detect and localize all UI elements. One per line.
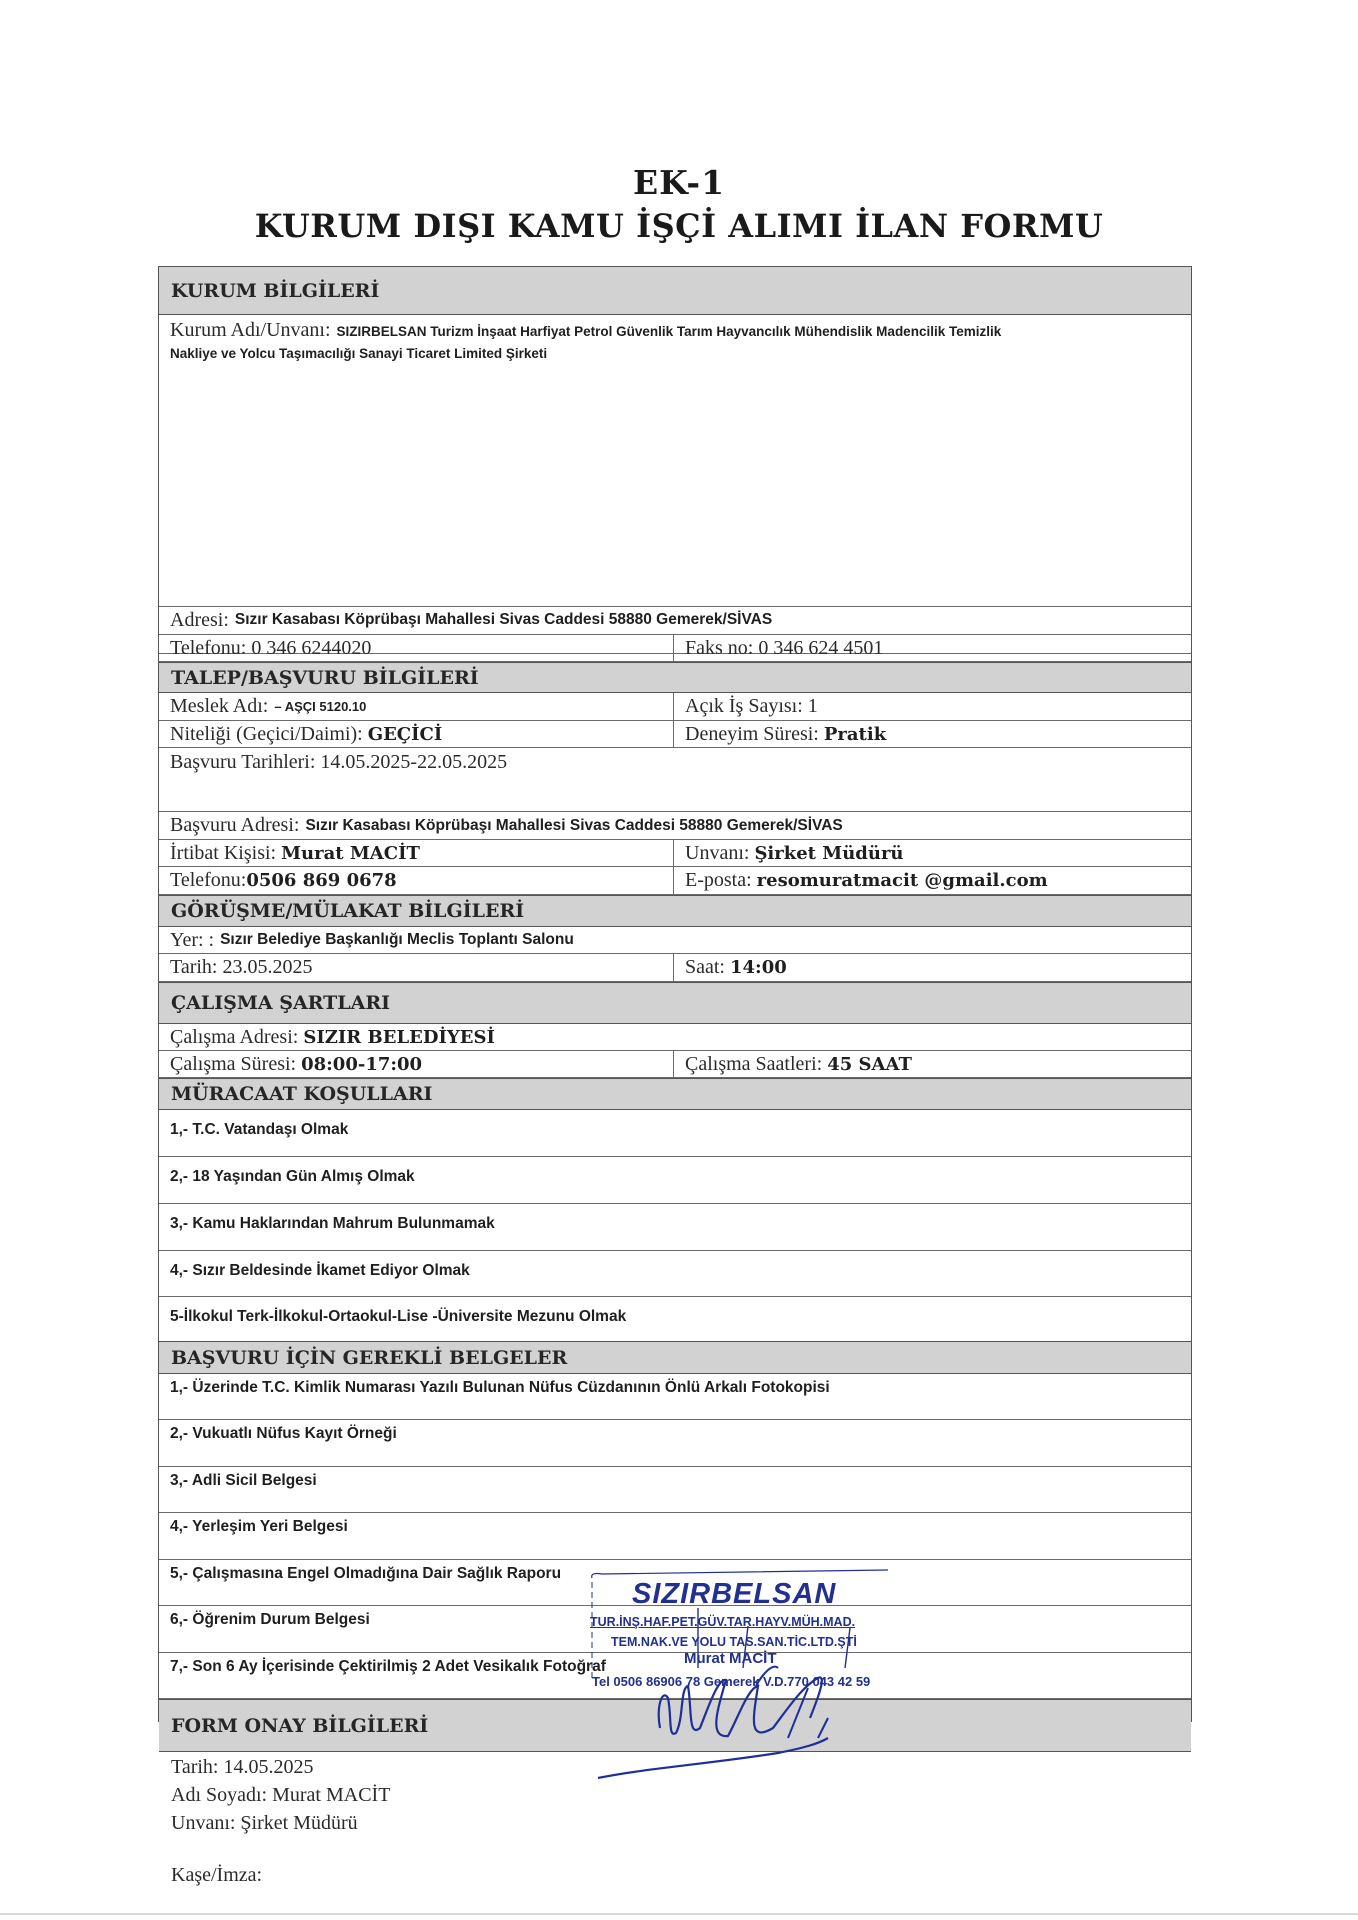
confirm-name: Adı Soyadı: Murat MACİT <box>171 1784 391 1806</box>
work-address-label: Çalışma Adresi: <box>170 1025 299 1048</box>
stamp-company-name: SIZIRBELSAN <box>632 1578 837 1610</box>
document-text: 5,- Çalışmasına Engel Olmadığına Dair Sağlık Raporu <box>170 1565 562 1582</box>
work-duration-label: Çalışma Süresi: <box>170 1052 297 1075</box>
fax-label: Faks no: 0 346 624 4501 <box>685 636 884 659</box>
email-label: E-posta: <box>685 869 752 891</box>
work-duration-value: 08:00-17:00 <box>301 1053 423 1075</box>
section-onay: FORM ONAY BİLGİLERİ <box>159 1699 1191 1752</box>
institution-name-value-cont: Nakliye ve Yolcu Taşımacılığı Sanayi Ticaret Limited Şirketi <box>170 346 548 361</box>
institution-name-label: Kurum Adı/Unvanı: <box>170 319 331 341</box>
occupation-label: Meslek Adı: <box>170 695 269 717</box>
contact-title-label: Unvanı: <box>685 841 750 864</box>
document-text: 6,- Öğrenim Durum Belgesi <box>170 1611 370 1628</box>
document-text: 4,- Yerleşim Yeri Belgesi <box>170 1518 348 1535</box>
condition-item <box>159 1204 1191 1251</box>
document-text: 3,- Adli Sicil Belgesi <box>170 1472 317 1489</box>
phone-fax-row <box>159 635 1191 662</box>
application-dates-row <box>159 748 1191 812</box>
job-posting-form <box>158 266 1192 1886</box>
stamp-line-1: TUR.İNŞ.HAF.PET.GÜV.TAR.HAYV.MÜH.MAD. <box>590 1615 856 1629</box>
phone-label: Telefonu: 0 346 6244020 <box>170 636 372 659</box>
address-label: Adresi: <box>170 608 229 631</box>
condition-item <box>159 1110 1191 1157</box>
document-text: 1,- Üzerinde T.C. Kimlik Numarası Yazılı Bulunan Nüfus Cüzdanının Önlü Arkalı Fotokopisi <box>170 1379 830 1396</box>
condition-text: 3,- Kamu Haklarından Mahrum Bulunmamak <box>170 1215 495 1232</box>
address-value: Sızır Kasabası Köprübaşı Mahallesi Sivas Caddesi 58880 Gemerek/SİVAS <box>234 611 773 628</box>
confirm-date: Tarih: 14.05.2025 <box>171 1756 314 1778</box>
application-dates-label: Başvuru Tarihleri: 14.05.2025-22.05.2025 <box>170 750 508 773</box>
occupation-row <box>159 693 1191 721</box>
occupation-value: – AŞÇI 5120.10 <box>274 699 367 714</box>
email-value: resomuratmacit @gmail.com <box>756 870 1048 891</box>
form-title: KURUM DIŞI KAMU İŞÇİ ALIMI İLAN FORMU <box>254 207 1104 245</box>
work-hours-value: 45 SAAT <box>827 1053 912 1075</box>
contact-row <box>159 840 1191 867</box>
institution-name-row <box>159 315 1191 654</box>
nature-label: Niteliği (Geçici/Daimi): <box>170 722 363 745</box>
address-row <box>159 606 1191 635</box>
condition-text: 1,- T.C. Vatandaşı Olmak <box>170 1121 349 1138</box>
condition-item <box>159 1297 1191 1341</box>
contact-title-value: Şirket Müdürü <box>754 842 904 864</box>
interview-time-label: Saat: <box>685 956 725 978</box>
contact-phone-value: 0506 869 0678 <box>246 870 397 891</box>
section-belgeler: BAŞVURU İÇİN GEREKLİ BELGELER <box>159 1341 1191 1374</box>
interview-time-value: 14:00 <box>730 957 787 978</box>
experience-label: Deneyim Süresi: <box>685 722 819 745</box>
document-item <box>159 1420 1191 1467</box>
nature-row <box>159 721 1191 748</box>
condition-text: 5-İlkokul Terk-İlkokul-Ortaokul-Lise -Üniversite Mezunu Olmak <box>170 1308 627 1325</box>
document-text: 7,- Son 6 Ay İçerisinde Çektirilmiş 2 Adet Vesikalık Fotoğraf <box>170 1658 606 1675</box>
stamp-signature-label: Kaşe/İmza: <box>171 1864 263 1886</box>
work-duration-row <box>159 1051 1191 1078</box>
document-item <box>159 1374 1191 1420</box>
contact-person-value: Murat MACİT <box>281 842 420 864</box>
application-address-label: Başvuru Adresi: <box>170 814 300 836</box>
contact-person-label: İrtibat Kişisi: <box>170 841 277 864</box>
section-talep: TALEP/BAŞVURU BİLGİLERİ <box>159 662 1191 693</box>
section-gorusme: GÖRÜŞME/MÜLAKAT BİLGİLERİ <box>159 895 1191 927</box>
document-item <box>159 1467 1191 1513</box>
section-kurum: KURUM BİLGİLERİ <box>159 267 1191 315</box>
work-hours-label: Çalışma Saatleri: <box>685 1052 823 1075</box>
condition-item <box>159 1251 1191 1297</box>
document-item <box>159 1513 1191 1560</box>
section-calisma: ÇALIŞMA ŞARTLARI <box>159 982 1191 1024</box>
condition-text: 2,- 18 Yaşından Gün Almış Olmak <box>170 1168 415 1185</box>
condition-text: 4,- Sızır Beldesinde İkamet Ediyor Olmak <box>170 1262 470 1279</box>
stamp-line-3: Murat MACİT <box>684 1650 777 1667</box>
confirm-title: Unvanı: Şirket Müdürü <box>171 1812 358 1834</box>
contact-phone-email-row <box>159 867 1191 895</box>
form-code: EK-1 <box>632 163 726 202</box>
experience-value: Pratik <box>823 723 887 745</box>
interview-date-row <box>159 954 1191 982</box>
document-text: 2,- Vukuatlı Nüfus Kayıt Örneği <box>170 1425 397 1442</box>
interview-place-row <box>159 927 1191 954</box>
work-address-row <box>159 1024 1191 1051</box>
condition-item <box>159 1157 1191 1204</box>
interview-place-label: Yer: : <box>170 928 215 951</box>
interview-place-value: Sızır Belediye Başkanlığı Meclis Toplantı Salonu <box>220 931 574 948</box>
section-muracaat: MÜRACAAT KOŞULLARI <box>159 1078 1191 1110</box>
application-address-row <box>159 812 1191 840</box>
stamp-line-2: TEM.NAK.VE YOLU TAS.SAN.TİC.LTD.ŞTİ <box>611 1635 857 1649</box>
contact-phone-label: Telefonu: <box>170 869 247 891</box>
stamp-line-4: Tel 0506 86906 78 Gemerek V.D.770 043 42 59 <box>592 1674 871 1689</box>
application-address-value: Sızır Kasabası Köprübaşı Mahallesi Sivas Caddesi 58880 Gemerek/SİVAS <box>305 816 843 834</box>
work-address-value: SIZIR BELEDİYESİ <box>303 1026 495 1048</box>
nature-value: GEÇİCİ <box>367 723 443 745</box>
open-positions-label: Açık İş Sayısı: 1 <box>685 695 818 717</box>
interview-date-label: Tarih: 23.05.2025 <box>170 956 313 978</box>
scan-edge-divider <box>0 1913 1358 1915</box>
company-stamp <box>588 1568 948 1798</box>
institution-name-value: SIZIRBELSAN Turizm İnşaat Harfiyat Petrol Güvenlik Tarım Hayvancılık Mühendislik Madencilik Temizlik <box>336 324 1002 339</box>
